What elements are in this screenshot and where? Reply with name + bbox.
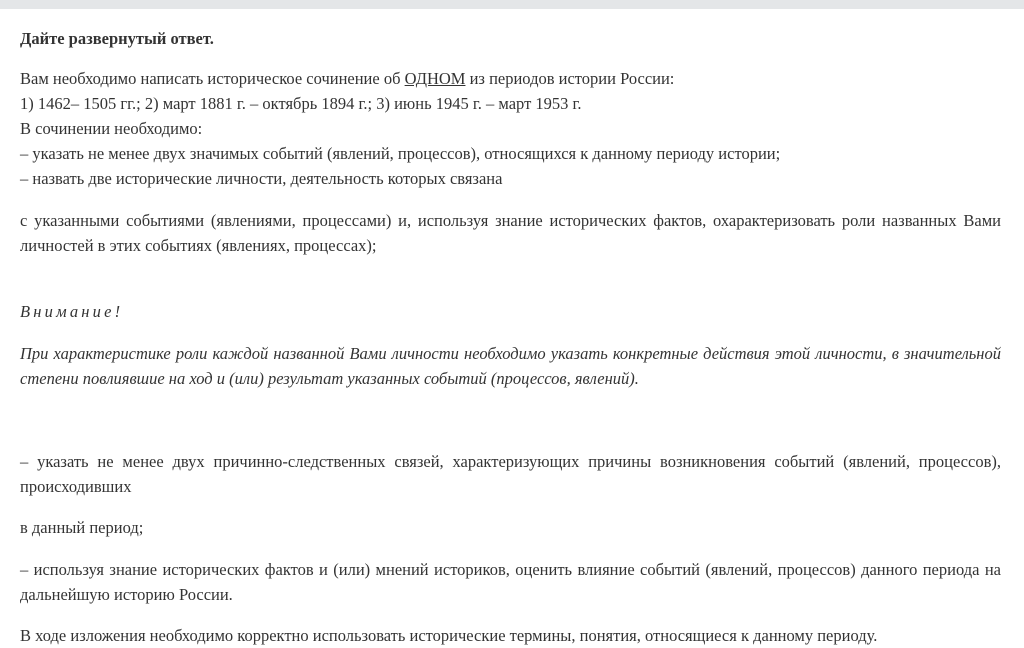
task-heading: Дайте развернутый ответ. (20, 29, 214, 48)
requirements-intro: В сочинении необходимо: (20, 119, 203, 138)
requirement-3-part-b: в данный период; (20, 518, 144, 537)
requirement-1: – указать не менее двух значимых событий (явлений, процессов), относящихся к данному периоду истории; (20, 144, 781, 163)
top-bar (0, 0, 1024, 9)
requirement-4: – используя знание исторических фактов и (или) мнений историков, оценить влияние событий (явлений, процессов) данного периода на дальнейшую историю России. (20, 559, 1001, 604)
attention-title: Внимание! (20, 302, 124, 321)
spacer (20, 407, 1001, 432)
spacer (20, 274, 1001, 299)
intro-before: Вам необходимо написать историческое сочинение об (20, 69, 405, 88)
attention-text: При характеристике роли каждой названной Вами личности необходимо указать конкретные действия этой личности, в значительной степени повлиявшие на ход и (или) результат указанных событий (процессов, явлений). (20, 343, 1001, 388)
periods-line: 1) 1462– 1505 гг.; 2) март 1881 г. – октябрь 1894 г.; 3) июнь 1945 г. – март 1953 г. (20, 94, 582, 113)
requirement-2-part-a: – назвать две исторические личности, деятельность которых связана (20, 169, 503, 188)
intro-emphasis: ОДНОМ (404, 69, 466, 88)
closing-line: В ходе изложения необходимо корректно использовать исторические термины, понятия, относящиеся к данному периоду. (20, 626, 878, 645)
requirement-2-part-b: с указанными событиями (явлениями, процессами) и, используя знание исторических фактов, охарактеризовать роли названных Вами личностей в этих событиях (явлениях, процессах); (20, 210, 1001, 255)
requirement-3-part-a: – указать не менее двух причинно-следственных связей, характеризующих причины возникновения событий (явлений, процессов), происходивших (20, 451, 1001, 496)
intro-after: из периодов истории России: (465, 69, 675, 88)
intro-line (20, 66, 1001, 91)
